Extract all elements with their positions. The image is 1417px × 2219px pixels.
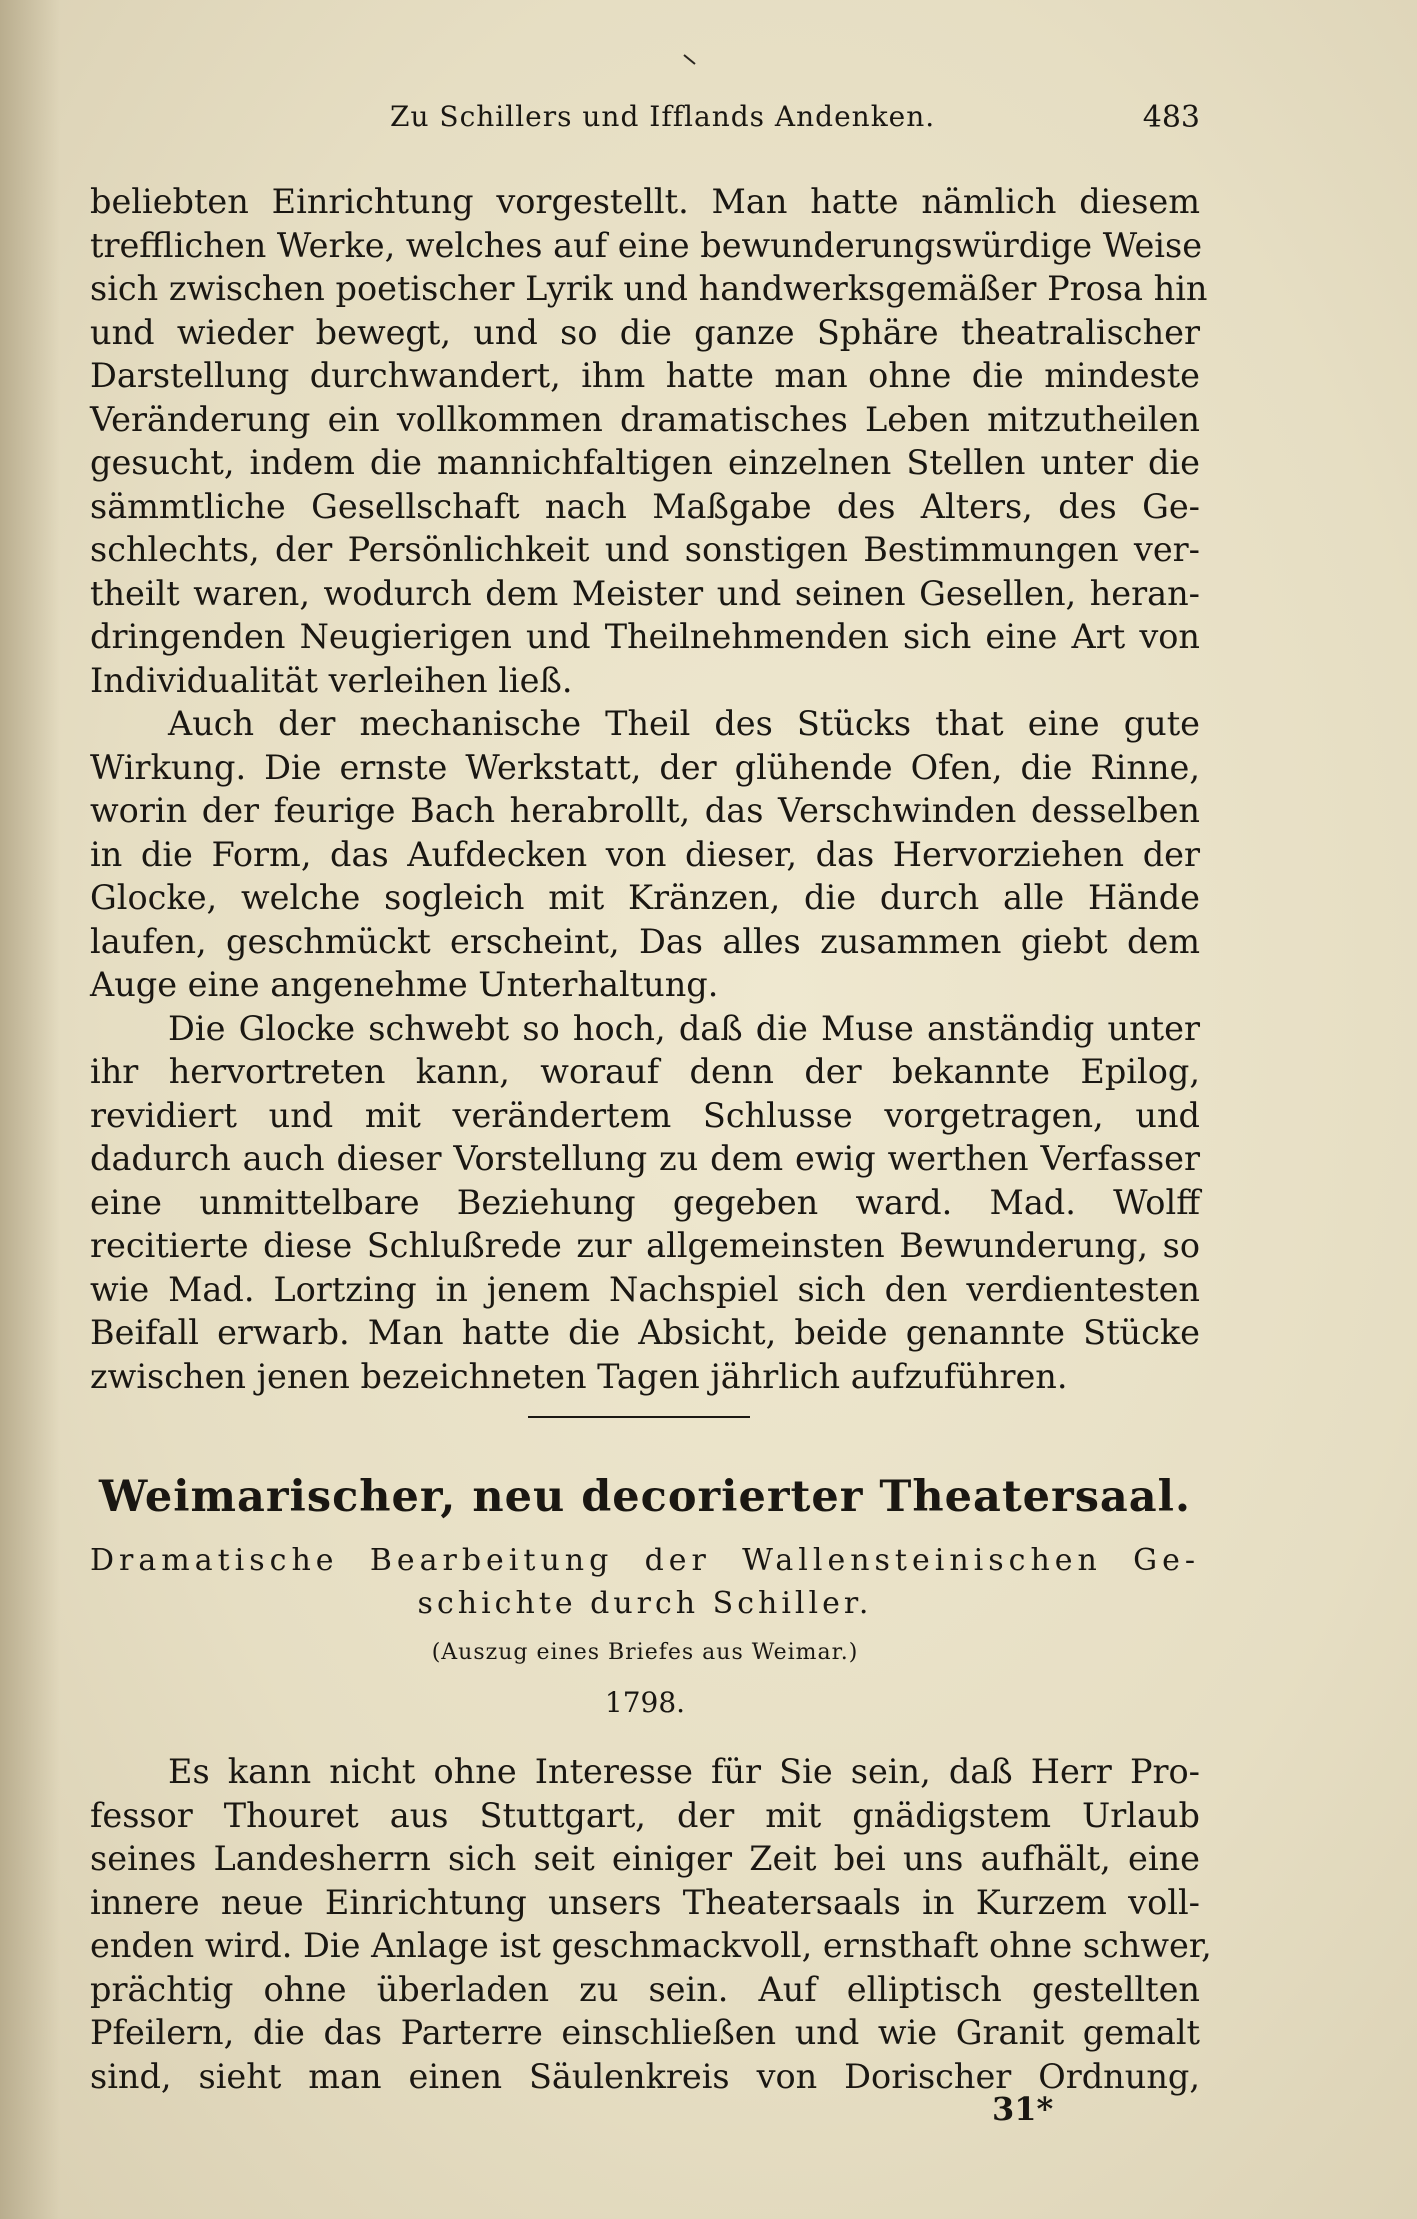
- section-divider: [528, 1416, 750, 1418]
- text-line: recitierte diese Schlußrede zur allgemeinsten Bewunderung, so: [90, 1226, 1200, 1265]
- text-line: fessor Thouret aus Stuttgart, der mit gnädigstem Urlaub: [90, 1795, 1200, 1835]
- text-line: sind, sieht man einen Säulenkreis von Dorischer Ordnung,: [90, 2056, 1200, 2096]
- paragraph: [90, 1007, 1200, 1399]
- text-line: beliebten Einrichtung vorgestellt. Man hatte nämlich diesem: [90, 182, 1200, 221]
- text-line: wie Mad. Lortzing in jenem Nachspiel sich den verdientesten: [90, 1269, 1200, 1309]
- text-line: revidiert und mit verändertem Schlusse vorgetragen, und: [90, 1095, 1200, 1135]
- text-line: seines Landesherrn sich seit einiger Zeit bei uns aufhält, eine: [90, 1839, 1200, 1878]
- text-line: theilt waren, wodurch dem Meister und seinen Gesellen, heran-: [90, 573, 1200, 613]
- signature-mark: 31*: [992, 2090, 1054, 2128]
- text-line: sämmtliche Gesellschaft nach Maßgabe des Alters, des Ge-: [90, 486, 1200, 526]
- text-line: trefflichen Werke, welches auf eine bewunderungswürdige Weise: [90, 225, 1203, 265]
- text-line: Individualität verleihen ließ.: [90, 660, 573, 700]
- paragraph: [90, 180, 1208, 702]
- text-line: prächtig ohne überladen zu sein. Auf elliptisch gestellten: [90, 1969, 1200, 2009]
- section-subtitle-line: schichte durch Schiller.: [417, 1586, 873, 1621]
- text-line: worin der feurige Bach herabrollt, das Verschwinden desselben: [90, 791, 1200, 830]
- text-line: dringenden Neugierigen und Theilnehmenden sich eine Art von: [90, 617, 1200, 656]
- text-line: Es kann nicht ohne Interesse für Sie sein, daß Herr Pro-: [168, 1752, 1200, 1791]
- page-header: [90, 100, 1200, 140]
- text-line: laufen, geschmückt erscheint, Das alles zusammen giebt dem: [90, 921, 1200, 961]
- page-gutter-shadow: [0, 0, 60, 2219]
- text-line: gesucht, indem die mannichfaltigen einzelnen Stellen unter die: [90, 443, 1200, 482]
- text-line: Veränderung ein vollkommen dramatisches Leben mitzutheilen: [90, 399, 1200, 439]
- text-line: ihr hervortreten kann, worauf denn der bekannte Epilog,: [90, 1052, 1200, 1091]
- text-line: sich zwischen poetischer Lyrik und handwerksgemäßer Prosa hin: [90, 269, 1208, 308]
- text-line: Pfeilern, die das Parterre einschließen und wie Granit gemalt: [90, 2013, 1200, 2052]
- text-line: Glocke, welche sogleich mit Kränzen, die durch alle Hände: [90, 878, 1200, 917]
- text-line: Wirkung. Die ernste Werkstatt, der glühende Ofen, die Rinne,: [90, 747, 1200, 787]
- text-line: in die Form, das Aufdecken von dieser, das Hervorziehen der: [90, 834, 1200, 874]
- text-line: Auch der mechanische Theil des Stücks that eine gute: [168, 704, 1200, 743]
- text-line: innere neue Einrichtung unsers Theatersaals in Kurzem voll-: [90, 1882, 1200, 1922]
- text-line: zwischen jenen bezeichneten Tagen jährlich aufzuführen.: [90, 1356, 1068, 1396]
- main-text: [90, 180, 1208, 1398]
- text-line: und wieder bewegt, und so die ganze Sphäre theatralischer: [90, 312, 1200, 352]
- ink-mark: [683, 54, 697, 66]
- paragraph: [90, 702, 1200, 1007]
- text-line: eine unmittelbare Beziehung gegeben ward. Mad. Wolff: [90, 1182, 1200, 1222]
- text-line: Beifall erwarb. Man hatte die Absicht, beide genannte Stücke: [90, 1313, 1200, 1352]
- running-title: Zu Schillers und Ifflands Andenken.: [390, 100, 936, 133]
- source-note: (Auszug eines Briefes aus Weimar.): [431, 1640, 859, 1665]
- section-title: Weimarischer, neu decorierter Theatersaal.: [99, 1472, 1191, 1522]
- text-line: Auge eine angenehme Unterhaltung.: [90, 965, 719, 1004]
- text-line: dadurch auch dieser Vorstellung zu dem ewig werthen Verfasser: [90, 1139, 1200, 1178]
- section-subtitle-line: Dramatische Bearbeitung der Wallensteinischen Ge-: [90, 1543, 1200, 1578]
- page-number: 483: [1142, 100, 1200, 135]
- text-line: Die Glocke schwebt so hoch, daß die Muse anständig unter: [168, 1008, 1200, 1048]
- section-year: 1798.: [604, 1686, 686, 1719]
- text-line: enden wird. Die Anlage ist geschmackvoll, ernsthaft ohne schwer,: [90, 1926, 1212, 1965]
- section-text: [90, 1750, 1212, 2098]
- text-line: schlechts, der Persönlichkeit und sonstigen Bestimmungen ver-: [90, 530, 1200, 569]
- text-line: Darstellung durchwandert, ihm hatte man ohne die mindeste: [90, 356, 1200, 395]
